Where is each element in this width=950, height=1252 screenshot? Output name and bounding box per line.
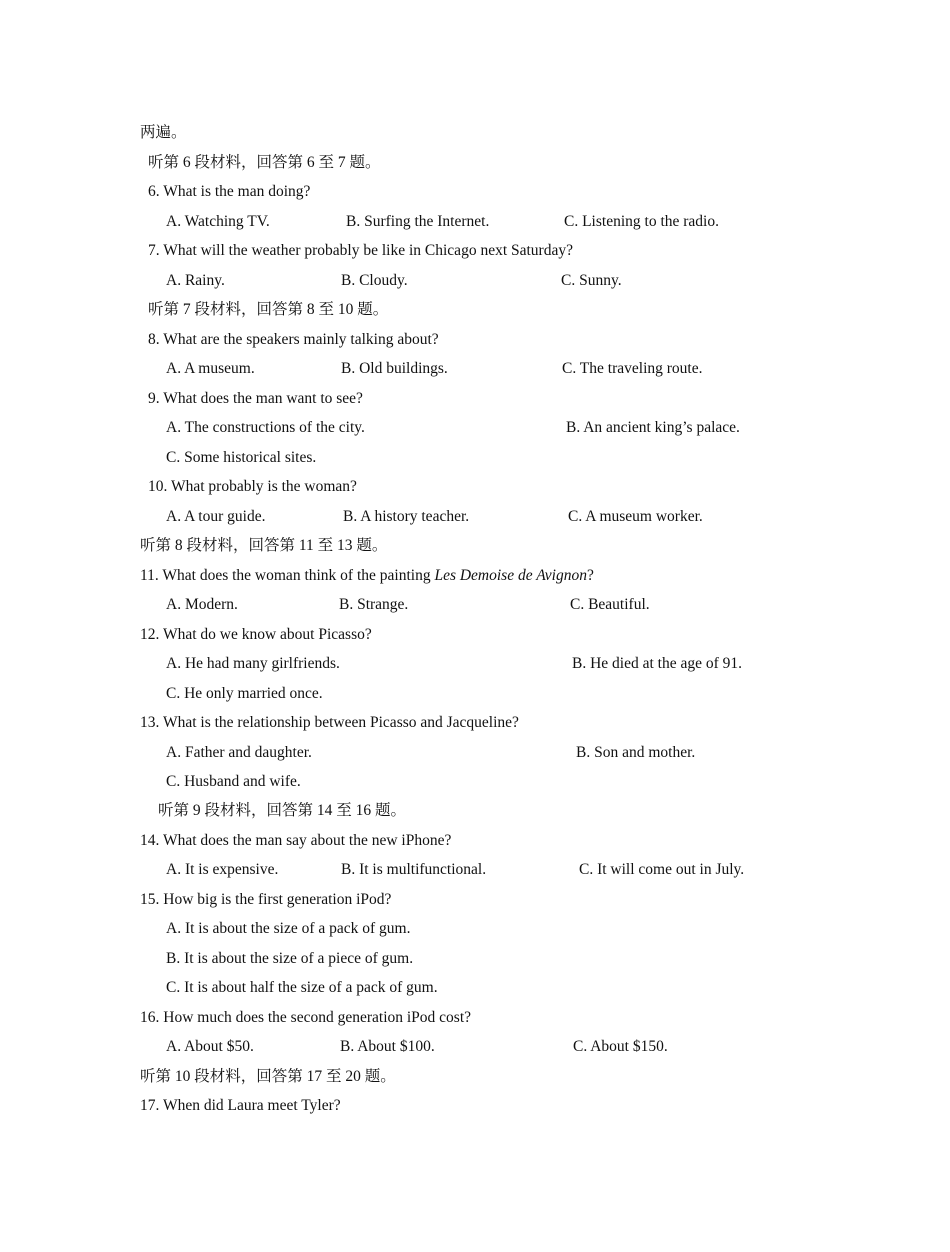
question-10: 10. What probably is the woman? [148, 478, 357, 495]
question-12: 12. What do we know about Picasso? [140, 626, 372, 643]
q11-option-a: A. Modern. [166, 596, 238, 613]
section-9-heading: 听第 9 段材料，回答第 14 至 16 题。 [158, 802, 407, 819]
q8-option-b: B. Old buildings. [341, 360, 448, 377]
q7-option-a: A. Rainy. [166, 272, 225, 289]
q14-option-a: A. It is expensive. [166, 861, 279, 878]
section-8-heading: 听第 8 段材料，回答第 11 至 13 题。 [140, 537, 388, 554]
q11-option-b: B. Strange. [339, 596, 409, 613]
question-13: 13. What is the relationship between Picasso and Jacqueline? [140, 714, 519, 731]
q16-option-a: A. About $50. [166, 1038, 254, 1055]
question-16: 16. How much does the second generation iPod cost? [140, 1009, 472, 1026]
q11-option-c: C. Beautiful. [570, 596, 650, 613]
q9-option-a: A. The constructions of the city. [166, 419, 365, 436]
q13-option-c: C. Husband and wife. [166, 773, 301, 790]
q10-option-c: C. A museum worker. [568, 508, 703, 525]
q9-option-c: C. Some historical sites. [166, 449, 317, 466]
question-8: 8. What are the speakers mainly talking about? [148, 331, 439, 348]
q9-option-b: B. An ancient king’s palace. [566, 419, 740, 436]
q14-option-b: B. It is multifunctional. [341, 861, 487, 878]
question-7: 7. What will the weather probably be like in Chicago next Saturday? [148, 242, 573, 259]
q15-option-a: A. It is about the size of a pack of gum. [166, 920, 411, 937]
question-6: 6. What is the man doing? [148, 183, 311, 200]
question-17: 17. When did Laura meet Tyler? [140, 1097, 341, 1114]
q7-option-b: B. Cloudy. [341, 272, 408, 289]
q13-option-b: B. Son and mother. [576, 744, 696, 761]
q12-option-a: A. He had many girlfriends. [166, 655, 340, 672]
q10-option-b: B. A history teacher. [343, 508, 470, 525]
q12-option-c: C. He only married once. [166, 685, 323, 702]
q6-option-b: B. Surfing the Internet. [346, 213, 490, 230]
q6-option-a: A. Watching TV. [166, 213, 270, 230]
q8-option-c: C. The traveling route. [562, 360, 703, 377]
q15-option-c: C. It is about half the size of a pack of gum. [166, 979, 438, 996]
q13-option-a: A. Father and daughter. [166, 744, 312, 761]
q6-option-c: C. Listening to the radio. [564, 213, 719, 230]
question-14: 14. What does the man say about the new iPhone? [140, 832, 452, 849]
q14-option-c: C. It will come out in July. [579, 861, 745, 878]
painting-title: Les Demoise de Avignon [434, 567, 587, 584]
q12-option-b: B. He died at the age of 91. [572, 655, 743, 672]
question-11 [140, 566, 594, 586]
section-10-heading: 听第 10 段材料，回答第 17 至 20 题。 [140, 1068, 396, 1085]
question-11-text: 11. What does the woman think of the painting [140, 567, 435, 584]
section-6-heading: 听第 6 段材料，回答第 6 至 7 题。 [148, 154, 381, 171]
q7-option-c: C. Sunny. [561, 272, 622, 289]
q16-option-c: C. About $150. [573, 1038, 668, 1055]
question-9: 9. What does the man want to see? [148, 390, 363, 407]
question-11-mark: ? [587, 567, 594, 584]
question-15: 15. How big is the first generation iPod? [140, 891, 392, 908]
q16-option-b: B. About $100. [340, 1038, 435, 1055]
section-7-heading: 听第 7 段材料，回答第 8 至 10 题。 [148, 301, 389, 318]
q10-option-a: A. A tour guide. [166, 508, 266, 525]
q15-option-b: B. It is about the size of a piece of gum. [166, 950, 414, 967]
q8-option-a: A. A museum. [166, 360, 255, 377]
intro-text: 两遍。 [140, 124, 187, 141]
